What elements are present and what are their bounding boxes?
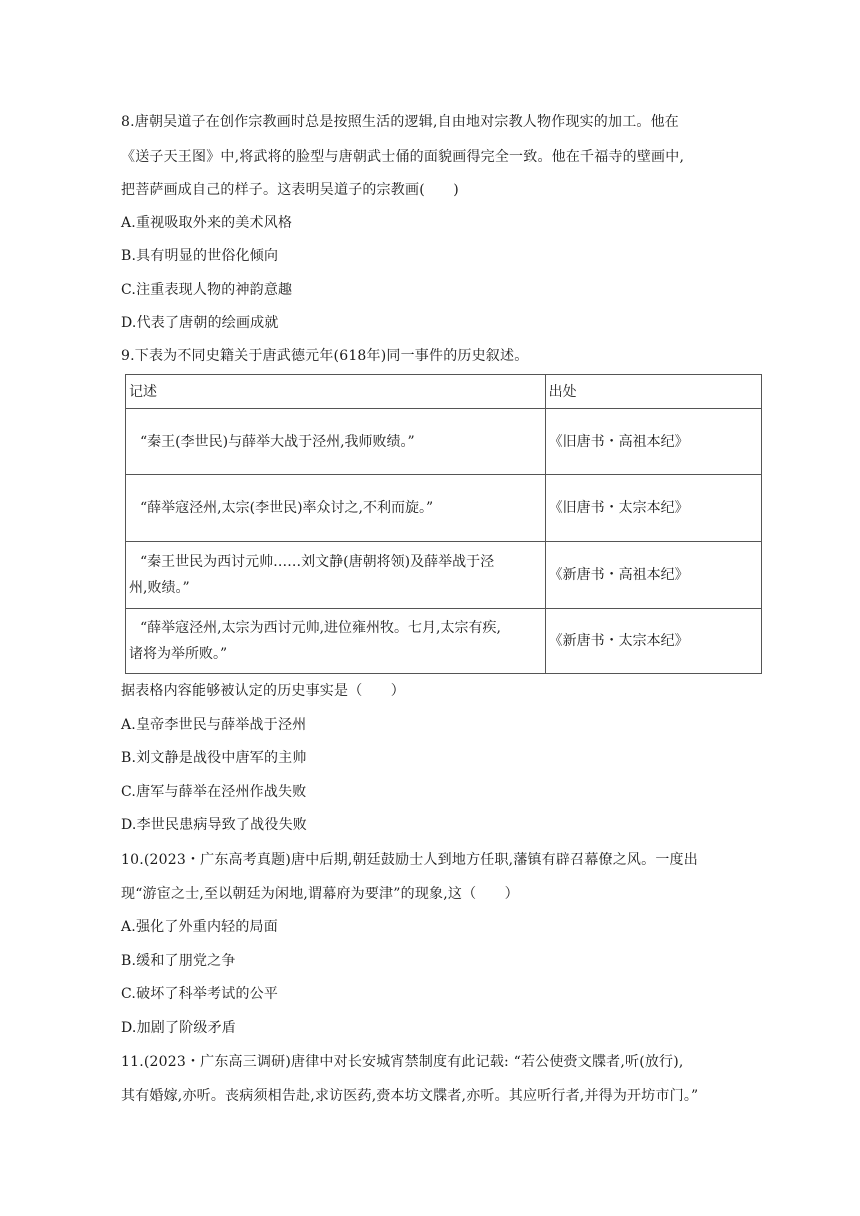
q8-stem-line-1: 8.唐朝吴道子在创作宗教画时总是按照生活的逻辑,自由地对宗教人物作现实的加工。他在 (121, 114, 680, 130)
table-cell-record (126, 475, 546, 542)
record-text: “薛举寇泾州,太宗(李世民)率众讨之,不利而旋。” (140, 500, 434, 516)
q8-option-d: D.代表了唐朝的绘画成就 (121, 315, 279, 331)
q11-stem-line-2: 其有婚嫁,亦听。丧病须相告赴,求访医药,赍本坊文牒者,亦听。其应听行者,并得为开坊市门。” (121, 1088, 699, 1104)
q8-stem-line-3: 把菩萨画成自己的样子。这表明吴道子的宗教画( ) (121, 182, 459, 198)
q9-option-d: D.李世民患病导致了战役失败 (121, 817, 307, 833)
q10-option-d: D.加剧了阶级矛盾 (121, 1020, 236, 1036)
record-text-line-2: 州,败绩。” (129, 580, 190, 596)
record-text-line-1: “秦王世民为西讨元帅……刘文静(唐朝将领)及薛举战于泾 (140, 554, 495, 570)
q9-option-c: C.唐军与薛举在泾州作战失败 (121, 784, 307, 800)
table-header-row (126, 375, 762, 409)
q8-option-a: A.重视吸取外来的美术风格 (121, 215, 293, 231)
q8-option-c: C.注重表现人物的神韵意趣 (121, 282, 293, 298)
table-cell-source: 《新唐书・太宗本纪》 (545, 609, 761, 674)
table-header-source: 出处 (545, 375, 761, 409)
record-text-line-2: 诸将为举所败。” (129, 646, 228, 662)
q11-stem-line-1: 11.(2023・广东高三调研)唐律中对长安城宵禁制度有此记载: “若公使赍文牒者,听(放行), (121, 1054, 684, 1070)
q8-stem-line-2: 《送子天王图》中,将武将的脸型与唐朝武士俑的面貌画得完全一致。他在千福寺的壁画中, (121, 149, 685, 165)
q10-stem-line-2: 现“游宦之士,至以朝廷为闲地,谓幕府为要津”的现象,这（ ） (121, 886, 519, 902)
table-cell-record (126, 609, 546, 674)
q8-option-b: B.具有明显的世俗化倾向 (121, 248, 279, 264)
table-row (126, 542, 762, 609)
table-row (126, 609, 762, 674)
table-cell-source: 《新唐书・高祖本纪》 (545, 542, 761, 609)
q9-stem: 9.下表为不同史籍关于唐武德元年(618年)同一事件的历史叙述。 (121, 348, 529, 364)
table-cell-source: 《旧唐书・高祖本纪》 (545, 409, 761, 475)
q10-option-a: A.强化了外重内轻的局面 (121, 919, 278, 935)
table-cell-source: 《旧唐书・太宗本纪》 (545, 475, 761, 542)
q10-option-b: B.缓和了朋党之争 (121, 953, 236, 969)
table-header-record: 记述 (126, 375, 546, 409)
table-row (126, 475, 762, 542)
q9-question: 据表格内容能够被认定的历史事实是（ ） (121, 683, 405, 699)
table-row (126, 409, 762, 475)
table-cell-record (126, 542, 546, 609)
table-cell-record (126, 409, 546, 475)
record-text-line-1: “薛举寇泾州,太宗为西讨元帅,进位雍州牧。七月,太宗有疾, (140, 620, 501, 636)
q9-option-b: B.刘文静是战役中唐军的主帅 (121, 750, 307, 766)
record-text: “秦王(李世民)与薛举大战于泾州,我师败绩。” (140, 433, 415, 450)
q10-stem-line-1: 10.(2023・广东高考真题)唐中后期,朝廷鼓励士人到地方任职,藩镇有辟召幕僚之风。一度出 (121, 852, 698, 868)
history-records-table (125, 374, 762, 674)
q10-option-c: C.破坏了科举考试的公平 (121, 986, 279, 1002)
q9-option-a: A.皇帝李世民与薛举战于泾州 (121, 717, 307, 733)
